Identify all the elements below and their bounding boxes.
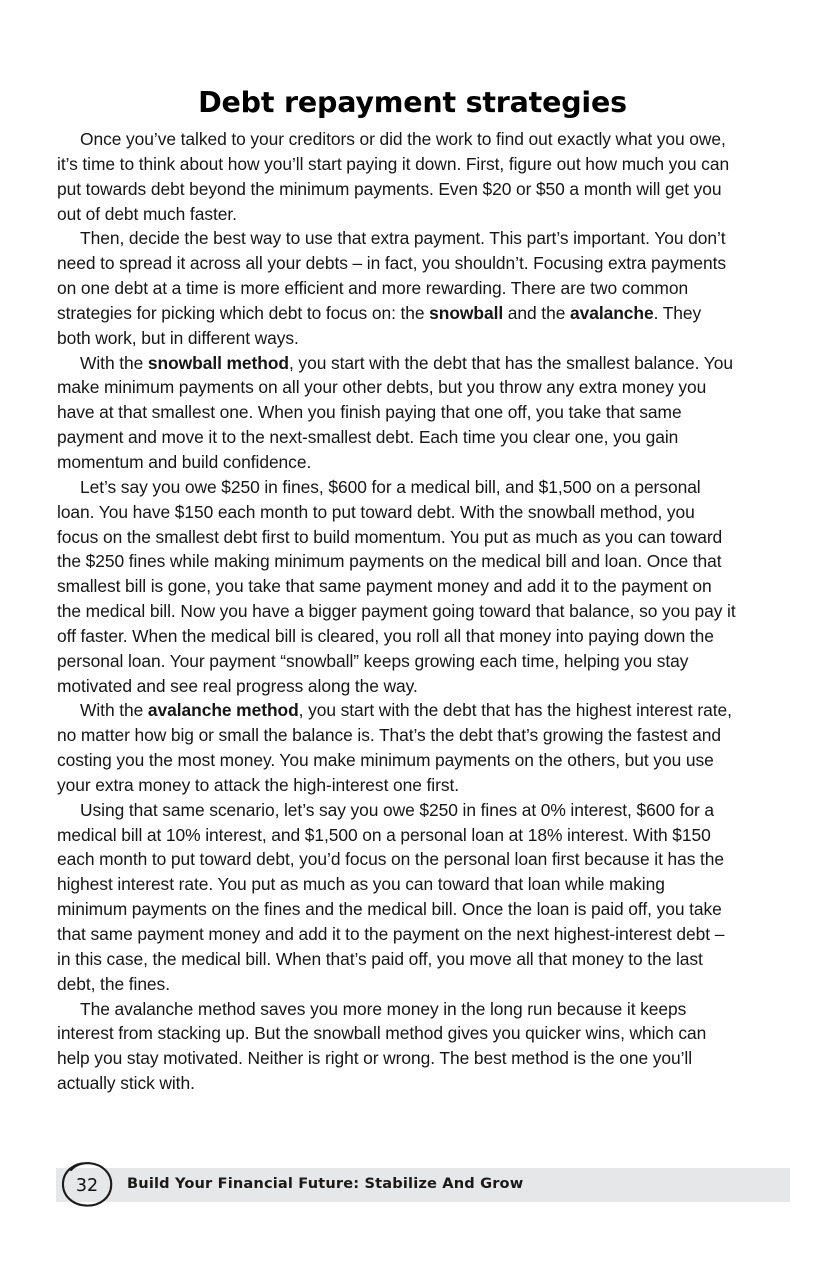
paragraph-text: Once you’ve talked to your creditors or did the work to find out exactly what you owe, it’s time to think about how you’ll start paying it down. First, figure out how much you can put towards debt beyond the minimum payments. Even $20 or $50 a month will get you out of debt much faster. — [57, 129, 730, 224]
paragraph-text: Using that same scenario, let’s say you owe $250 in fines at 0% interest, $600 for a medical bill at 10% interest, and $1,500 on a personal loan at 18% interest. With $150 each month to put toward debt, you’d focus on the personal loan first because it has the highest interest rate. You put as much as you can toward that loan while making minimum payments on the fines and the medical bill. Once the loan is paid off, you take that same payment money and add it to the payment on the next highest-interest debt – in this case, the medical bill. When that’s paid off, you move all that money to the last debt, the fines. — [57, 799, 725, 994]
para-avalanche-method — [57, 698, 736, 797]
para-avalanche-example — [57, 798, 736, 997]
paragraph-text: . They both work, but in different ways. — [57, 302, 702, 348]
paragraph-text: and the — [503, 302, 570, 323]
paragraph-text: Let’s say you owe $250 in fines, $600 for a medical bill, and $1,500 on a personal loan. You have $150 each month to put toward debt. With the snowball method, you focus on the smallest debt first to build momentum. You put as much as you can toward the $250 fines while making minimum payments on the medical bill and loan. Once that smallest bill is gone, you take that same payment money and add it to the payment on the medical bill. Now you have a bigger payment going toward that balance, so you pay it off faster. When the medical bill is cleared, you roll all that money into paying down the personal loan. Your payment “snowball” keeps growing each time, helping you stay motivated and see real progress along the way. — [57, 476, 736, 696]
para-snowball-example — [57, 475, 736, 699]
paragraph-text: The avalanche method saves you more money in the long run because it keeps interest from stacking up. But the snowball method gives you quicker wins, which can help you stay motivated. Neither is right or wrong. The best method is the one you’ll actually stick with. — [57, 998, 707, 1094]
para-snowball-method — [57, 351, 736, 475]
paragraph-text: , you start with the debt that has the smallest balance. You make minimum payments on all your other debts, but you throw any extra money you have at that smallest one. When you finish paying that one off, you take that same payment and move it to the next-smallest debt. Each time you clear one, you gain momentum and build confidence. — [57, 352, 733, 472]
para-conclusion — [57, 997, 736, 1096]
emphasis-text: snowball — [429, 302, 504, 323]
paragraph-text: , you start with the debt that has the highest interest rate, no matter how big or small the balance is. That’s the debt that’s growing the fastest and costing you the most money. You make minimum payments on the others, but you use your extra money to attack the high-interest one first. — [57, 700, 732, 795]
paragraph-text: With the — [80, 352, 148, 373]
paragraph-text: With the — [80, 700, 148, 721]
para-two-strategies — [57, 226, 736, 350]
para-intro — [57, 127, 736, 226]
footer-band — [56, 1168, 790, 1202]
page-title: Debt repayment strategies — [198, 86, 627, 120]
page-number-badge — [56, 1155, 118, 1213]
page-number: 32 — [75, 1175, 99, 1196]
paragraph-text: Then, decide the best way to use that extra payment. This part’s important. You don’t need to spread it across all your debts – in fact, you shouldn’t. Focusing extra payments on one debt at a time is more efficient and more rewarding. There are two common strategies for picking which debt to focus on: the — [57, 228, 727, 323]
body-text-column — [57, 127, 736, 1096]
emphasis-text: snowball method — [147, 352, 290, 373]
emphasis-text: avalanche — [569, 302, 654, 323]
footer-book-title: Build Your Financial Future: Stabilize And Grow — [127, 1175, 524, 1192]
emphasis-text: avalanche method — [147, 700, 299, 721]
